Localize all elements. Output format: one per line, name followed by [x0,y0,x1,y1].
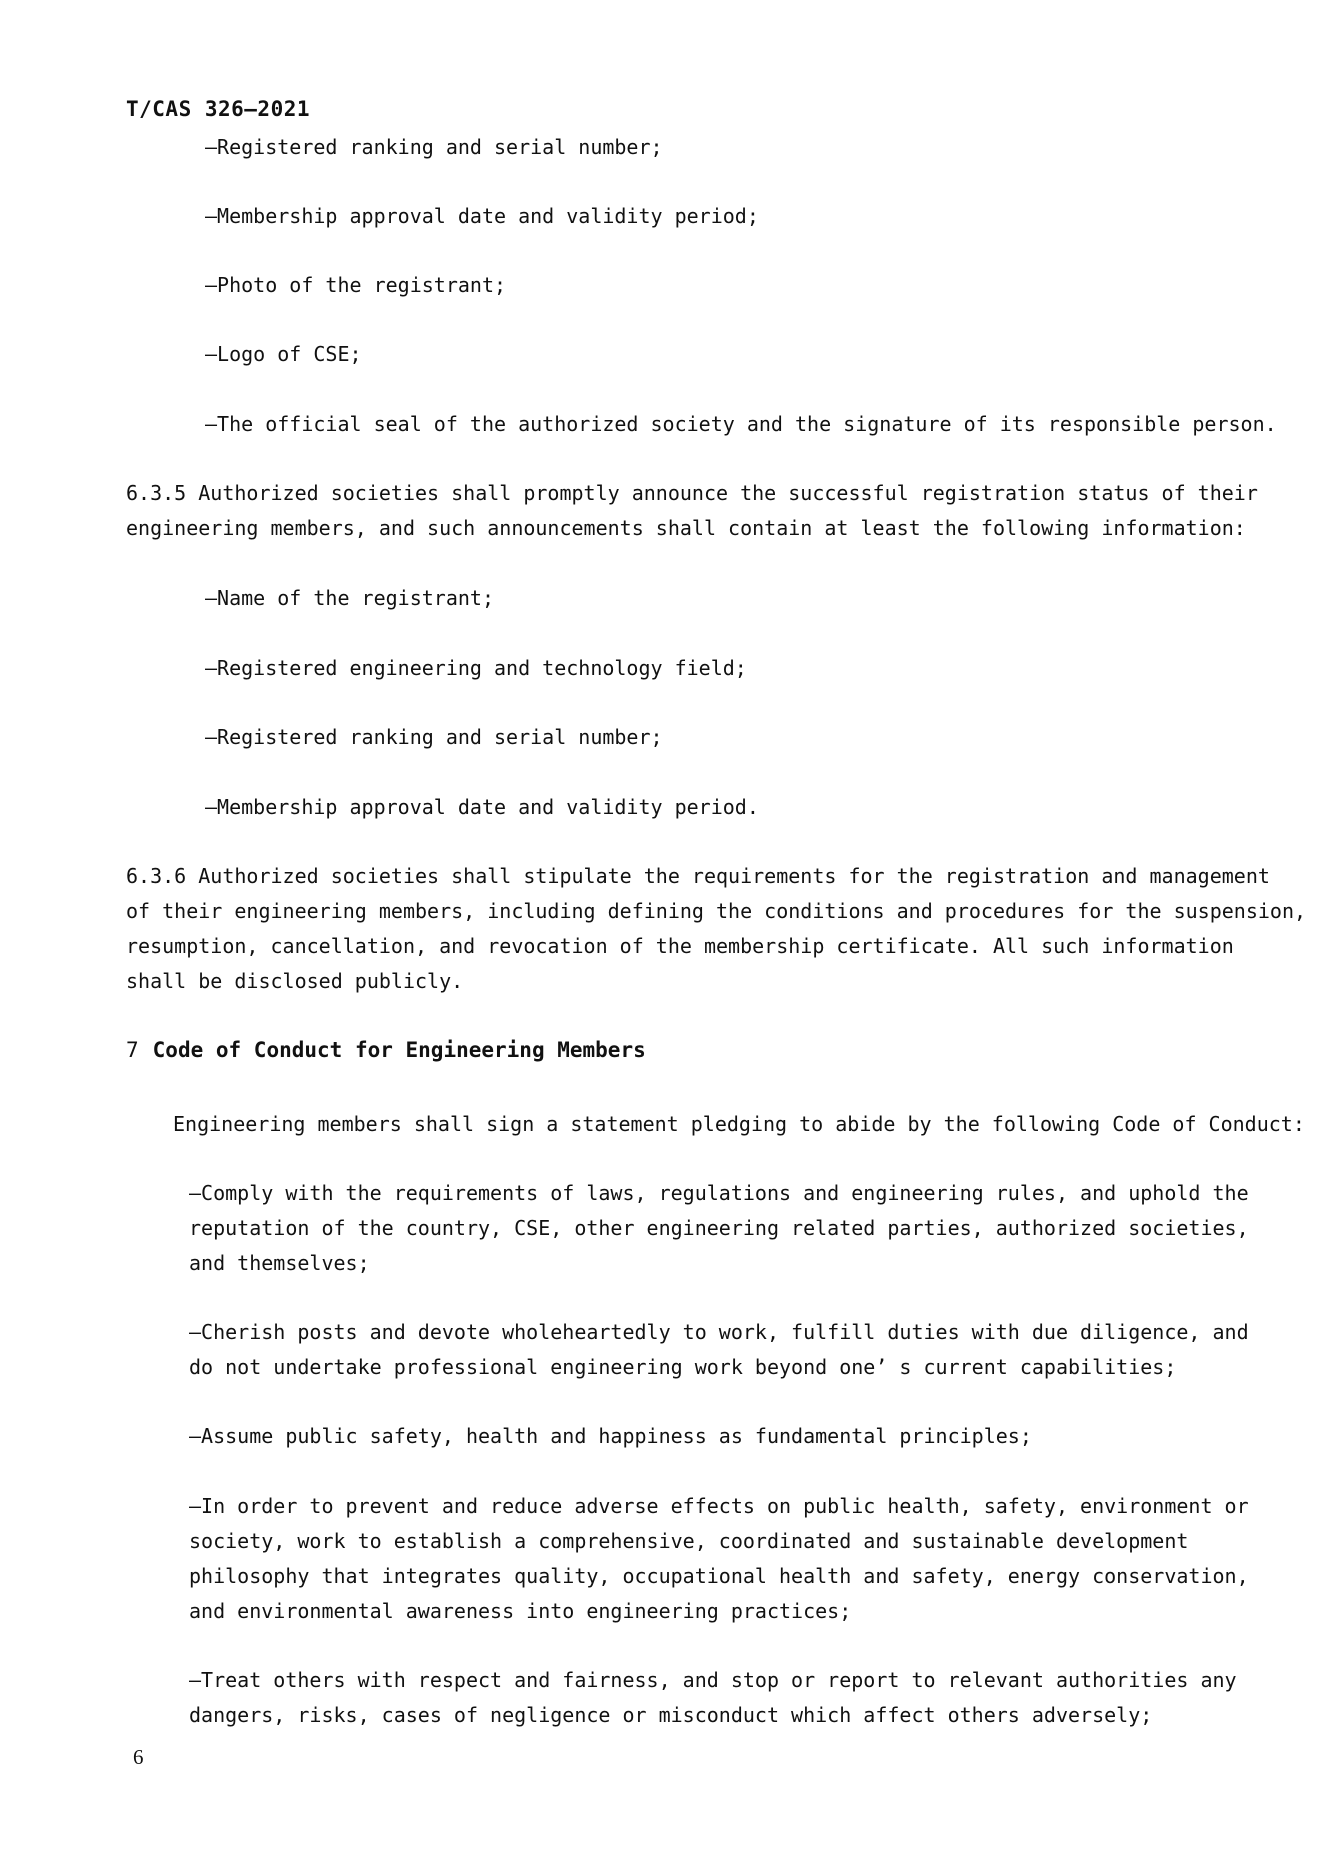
section-title: Code of Conduct for Engineering Members [152,1038,646,1062]
section-intro: Engineering members shall sign a statement pledging to abide by the following Code of Conduct: [173,1112,1305,1136]
conduct-line: —Treat others with respect and fairness, and stop or report to relevant authorities any [189,1668,1237,1692]
conduct-line: —Assume public safety, health and happiness as fundamental principles; [189,1424,1032,1448]
conduct-line: and environmental awareness into engineering practices; [189,1599,852,1623]
conduct-line: do not undertake professional engineering work beyond one’ s current capabilities; [189,1355,1177,1379]
list-item: —Logo of CSE; [205,342,362,366]
page-number: 6 [133,1745,144,1769]
conduct-line: and themselves; [189,1251,370,1275]
clause-636-line: shall be disclosed publicly. [126,969,464,993]
clause-636-line: 6.3.6 Authorized societies shall stipulate the requirements for the registration and management [126,864,1270,888]
list-item: —Registered ranking and serial number; [205,725,663,749]
section-number: 7 [126,1038,139,1062]
conduct-line: —Comply with the requirements of laws, regulations and engineering rules, and uphold the [189,1181,1249,1205]
list-item: —Name of the registrant; [205,586,494,610]
clause-636-line: of their engineering members, including defining the conditions and procedures for the suspension, [126,899,1307,923]
clause-636-line: resumption, cancellation, and revocation of the membership certificate. All such information [126,934,1234,958]
list-item: —The official seal of the authorized society and the signature of its responsible person. [205,412,1277,436]
list-item: —Registered ranking and serial number; [205,135,663,159]
conduct-line: dangers, risks, cases of negligence or misconduct which affect others adversely; [189,1703,1153,1727]
clause-635-line: engineering members, and such announcements shall contain at least the following information: [126,516,1246,540]
conduct-line: philosophy that integrates quality, occupational health and safety, energy conservation, [189,1564,1249,1588]
list-item: —Membership approval date and validity period; [205,204,759,228]
conduct-line: —In order to prevent and reduce adverse effects on public health, safety, environment or [189,1494,1249,1518]
conduct-line: society, work to establish a comprehensive, coordinated and sustainable development [189,1529,1189,1553]
conduct-line: reputation of the country, CSE, other engineering related parties, authorized societies, [189,1216,1249,1240]
conduct-line: —Cherish posts and devote wholeheartedly to work, fulfill duties with due diligence, and [189,1320,1249,1344]
document-header-id: T/CAS 326—2021 [126,97,311,121]
list-item: —Photo of the registrant; [205,273,507,297]
list-item: —Registered engineering and technology field; [205,656,747,680]
clause-635-line: 6.3.5 Authorized societies shall promptly announce the successful registration status of their [126,481,1258,505]
list-item: —Membership approval date and validity period. [205,795,759,819]
section-heading [126,1038,646,1062]
